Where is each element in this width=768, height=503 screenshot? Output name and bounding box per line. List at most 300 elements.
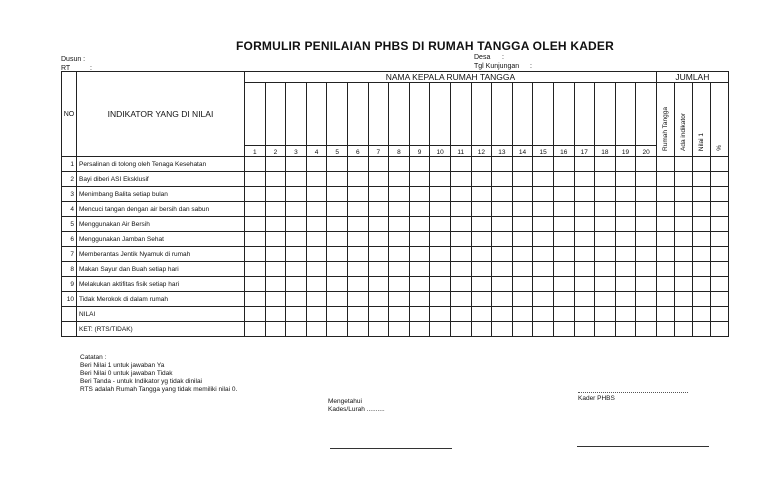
jumlah-cell[interactable]: [656, 157, 674, 172]
score-cell[interactable]: [265, 262, 286, 277]
score-cell[interactable]: [245, 322, 266, 337]
score-cell[interactable]: [286, 322, 307, 337]
score-cell[interactable]: [512, 172, 533, 187]
score-cell[interactable]: [553, 232, 574, 247]
jumlah-cell[interactable]: [710, 202, 728, 217]
score-cell[interactable]: [286, 202, 307, 217]
jumlah-cell[interactable]: [710, 247, 728, 262]
score-cell[interactable]: [409, 157, 430, 172]
score-cell[interactable]: [368, 322, 389, 337]
jumlah-cell[interactable]: [710, 187, 728, 202]
score-cell[interactable]: [512, 217, 533, 232]
jumlah-cell[interactable]: [656, 322, 674, 337]
score-cell[interactable]: [409, 202, 430, 217]
score-cell[interactable]: [636, 277, 657, 292]
score-cell[interactable]: [368, 307, 389, 322]
score-cell[interactable]: [595, 172, 616, 187]
jumlah-cell[interactable]: [656, 247, 674, 262]
score-cell[interactable]: [306, 277, 327, 292]
jumlah-cell[interactable]: [710, 172, 728, 187]
jumlah-cell[interactable]: [692, 217, 710, 232]
score-cell[interactable]: [347, 262, 368, 277]
score-cell[interactable]: [286, 217, 307, 232]
score-cell[interactable]: [430, 292, 451, 307]
jumlah-cell[interactable]: [710, 157, 728, 172]
score-cell[interactable]: [327, 262, 348, 277]
score-cell[interactable]: [533, 172, 554, 187]
score-cell[interactable]: [265, 217, 286, 232]
score-cell[interactable]: [636, 322, 657, 337]
score-cell[interactable]: [265, 292, 286, 307]
score-cell[interactable]: [265, 232, 286, 247]
score-cell[interactable]: [347, 247, 368, 262]
score-cell[interactable]: [409, 172, 430, 187]
score-cell[interactable]: [450, 172, 471, 187]
score-cell[interactable]: [492, 157, 513, 172]
score-cell[interactable]: [450, 307, 471, 322]
score-cell[interactable]: [306, 307, 327, 322]
jumlah-cell[interactable]: [674, 262, 692, 277]
score-cell[interactable]: [492, 232, 513, 247]
score-cell[interactable]: [347, 277, 368, 292]
score-cell[interactable]: [533, 292, 554, 307]
score-cell[interactable]: [327, 292, 348, 307]
jumlah-cell[interactable]: [710, 307, 728, 322]
score-cell[interactable]: [595, 262, 616, 277]
score-cell[interactable]: [389, 277, 410, 292]
score-cell[interactable]: [347, 322, 368, 337]
score-cell[interactable]: [327, 307, 348, 322]
score-cell[interactable]: [327, 202, 348, 217]
household-name-cell[interactable]: [512, 83, 533, 146]
score-cell[interactable]: [306, 262, 327, 277]
score-cell[interactable]: [512, 292, 533, 307]
score-cell[interactable]: [306, 157, 327, 172]
jumlah-cell[interactable]: [692, 277, 710, 292]
score-cell[interactable]: [389, 202, 410, 217]
score-cell[interactable]: [492, 292, 513, 307]
score-cell[interactable]: [636, 262, 657, 277]
score-cell[interactable]: [636, 217, 657, 232]
score-cell[interactable]: [615, 202, 636, 217]
score-cell[interactable]: [553, 187, 574, 202]
score-cell[interactable]: [265, 187, 286, 202]
score-cell[interactable]: [533, 322, 554, 337]
jumlah-cell[interactable]: [674, 277, 692, 292]
score-cell[interactable]: [533, 202, 554, 217]
score-cell[interactable]: [553, 277, 574, 292]
score-cell[interactable]: [389, 217, 410, 232]
score-cell[interactable]: [533, 217, 554, 232]
score-cell[interactable]: [430, 307, 451, 322]
score-cell[interactable]: [306, 322, 327, 337]
score-cell[interactable]: [409, 277, 430, 292]
score-cell[interactable]: [553, 307, 574, 322]
score-cell[interactable]: [450, 262, 471, 277]
score-cell[interactable]: [430, 157, 451, 172]
score-cell[interactable]: [595, 247, 616, 262]
score-cell[interactable]: [553, 247, 574, 262]
jumlah-cell[interactable]: [692, 202, 710, 217]
household-name-cell[interactable]: [245, 83, 266, 146]
score-cell[interactable]: [327, 322, 348, 337]
score-cell[interactable]: [327, 232, 348, 247]
score-cell[interactable]: [574, 187, 595, 202]
household-name-cell[interactable]: [553, 83, 574, 146]
household-name-cell[interactable]: [286, 83, 307, 146]
score-cell[interactable]: [636, 187, 657, 202]
score-cell[interactable]: [245, 157, 266, 172]
score-cell[interactable]: [595, 187, 616, 202]
score-cell[interactable]: [471, 157, 492, 172]
jumlah-cell[interactable]: [710, 232, 728, 247]
score-cell[interactable]: [286, 172, 307, 187]
score-cell[interactable]: [553, 322, 574, 337]
score-cell[interactable]: [471, 292, 492, 307]
household-name-cell[interactable]: [430, 83, 451, 146]
score-cell[interactable]: [574, 277, 595, 292]
score-cell[interactable]: [615, 157, 636, 172]
score-cell[interactable]: [533, 247, 554, 262]
score-cell[interactable]: [430, 277, 451, 292]
score-cell[interactable]: [368, 217, 389, 232]
score-cell[interactable]: [347, 202, 368, 217]
household-name-cell[interactable]: [615, 83, 636, 146]
score-cell[interactable]: [450, 217, 471, 232]
score-cell[interactable]: [636, 202, 657, 217]
score-cell[interactable]: [430, 202, 451, 217]
jumlah-cell[interactable]: [674, 307, 692, 322]
score-cell[interactable]: [347, 292, 368, 307]
score-cell[interactable]: [245, 232, 266, 247]
score-cell[interactable]: [595, 307, 616, 322]
score-cell[interactable]: [574, 307, 595, 322]
jumlah-cell[interactable]: [656, 187, 674, 202]
score-cell[interactable]: [471, 307, 492, 322]
score-cell[interactable]: [512, 247, 533, 262]
score-cell[interactable]: [265, 247, 286, 262]
score-cell[interactable]: [450, 157, 471, 172]
household-name-cell[interactable]: [595, 83, 616, 146]
score-cell[interactable]: [615, 292, 636, 307]
score-cell[interactable]: [595, 232, 616, 247]
score-cell[interactable]: [450, 187, 471, 202]
jumlah-cell[interactable]: [674, 172, 692, 187]
score-cell[interactable]: [430, 232, 451, 247]
score-cell[interactable]: [245, 217, 266, 232]
score-cell[interactable]: [533, 157, 554, 172]
score-cell[interactable]: [574, 322, 595, 337]
jumlah-cell[interactable]: [692, 232, 710, 247]
score-cell[interactable]: [389, 262, 410, 277]
score-cell[interactable]: [306, 202, 327, 217]
score-cell[interactable]: [615, 217, 636, 232]
score-cell[interactable]: [595, 277, 616, 292]
score-cell[interactable]: [430, 322, 451, 337]
score-cell[interactable]: [553, 262, 574, 277]
score-cell[interactable]: [245, 292, 266, 307]
score-cell[interactable]: [430, 217, 451, 232]
score-cell[interactable]: [615, 187, 636, 202]
jumlah-cell[interactable]: [692, 322, 710, 337]
score-cell[interactable]: [409, 232, 430, 247]
jumlah-cell[interactable]: [656, 277, 674, 292]
score-cell[interactable]: [533, 187, 554, 202]
score-cell[interactable]: [492, 202, 513, 217]
score-cell[interactable]: [492, 307, 513, 322]
jumlah-cell[interactable]: [692, 187, 710, 202]
score-cell[interactable]: [430, 262, 451, 277]
score-cell[interactable]: [265, 277, 286, 292]
score-cell[interactable]: [286, 157, 307, 172]
household-name-cell[interactable]: [306, 83, 327, 146]
score-cell[interactable]: [574, 232, 595, 247]
jumlah-cell[interactable]: [656, 202, 674, 217]
score-cell[interactable]: [636, 247, 657, 262]
score-cell[interactable]: [409, 292, 430, 307]
score-cell[interactable]: [306, 172, 327, 187]
score-cell[interactable]: [492, 322, 513, 337]
score-cell[interactable]: [286, 232, 307, 247]
score-cell[interactable]: [492, 187, 513, 202]
score-cell[interactable]: [347, 232, 368, 247]
score-cell[interactable]: [512, 232, 533, 247]
score-cell[interactable]: [450, 322, 471, 337]
jumlah-cell[interactable]: [656, 262, 674, 277]
jumlah-cell[interactable]: [656, 232, 674, 247]
score-cell[interactable]: [512, 262, 533, 277]
score-cell[interactable]: [471, 277, 492, 292]
jumlah-cell[interactable]: [656, 217, 674, 232]
score-cell[interactable]: [245, 247, 266, 262]
score-cell[interactable]: [409, 217, 430, 232]
score-cell[interactable]: [533, 277, 554, 292]
score-cell[interactable]: [450, 202, 471, 217]
score-cell[interactable]: [492, 277, 513, 292]
score-cell[interactable]: [389, 247, 410, 262]
score-cell[interactable]: [265, 157, 286, 172]
score-cell[interactable]: [265, 307, 286, 322]
score-cell[interactable]: [286, 262, 307, 277]
score-cell[interactable]: [430, 247, 451, 262]
score-cell[interactable]: [409, 322, 430, 337]
jumlah-cell[interactable]: [674, 187, 692, 202]
score-cell[interactable]: [265, 172, 286, 187]
score-cell[interactable]: [265, 322, 286, 337]
score-cell[interactable]: [327, 172, 348, 187]
score-cell[interactable]: [368, 202, 389, 217]
score-cell[interactable]: [574, 157, 595, 172]
score-cell[interactable]: [306, 247, 327, 262]
jumlah-cell[interactable]: [710, 262, 728, 277]
score-cell[interactable]: [327, 277, 348, 292]
score-cell[interactable]: [245, 202, 266, 217]
jumlah-cell[interactable]: [674, 157, 692, 172]
score-cell[interactable]: [533, 262, 554, 277]
household-name-cell[interactable]: [533, 83, 554, 146]
score-cell[interactable]: [389, 322, 410, 337]
score-cell[interactable]: [615, 172, 636, 187]
jumlah-cell[interactable]: [692, 292, 710, 307]
score-cell[interactable]: [245, 187, 266, 202]
score-cell[interactable]: [512, 277, 533, 292]
score-cell[interactable]: [595, 157, 616, 172]
score-cell[interactable]: [471, 217, 492, 232]
score-cell[interactable]: [636, 232, 657, 247]
score-cell[interactable]: [245, 262, 266, 277]
score-cell[interactable]: [636, 292, 657, 307]
score-cell[interactable]: [368, 247, 389, 262]
score-cell[interactable]: [389, 157, 410, 172]
score-cell[interactable]: [636, 172, 657, 187]
score-cell[interactable]: [471, 172, 492, 187]
score-cell[interactable]: [306, 187, 327, 202]
score-cell[interactable]: [409, 247, 430, 262]
score-cell[interactable]: [286, 277, 307, 292]
score-cell[interactable]: [574, 292, 595, 307]
score-cell[interactable]: [389, 172, 410, 187]
score-cell[interactable]: [471, 232, 492, 247]
score-cell[interactable]: [286, 187, 307, 202]
score-cell[interactable]: [389, 187, 410, 202]
score-cell[interactable]: [265, 202, 286, 217]
jumlah-cell[interactable]: [710, 277, 728, 292]
score-cell[interactable]: [327, 157, 348, 172]
score-cell[interactable]: [245, 307, 266, 322]
score-cell[interactable]: [409, 307, 430, 322]
score-cell[interactable]: [615, 262, 636, 277]
jumlah-cell[interactable]: [710, 322, 728, 337]
score-cell[interactable]: [368, 172, 389, 187]
household-name-cell[interactable]: [574, 83, 595, 146]
jumlah-cell[interactable]: [674, 247, 692, 262]
jumlah-cell[interactable]: [656, 172, 674, 187]
score-cell[interactable]: [368, 262, 389, 277]
score-cell[interactable]: [615, 277, 636, 292]
score-cell[interactable]: [471, 202, 492, 217]
score-cell[interactable]: [327, 187, 348, 202]
score-cell[interactable]: [409, 262, 430, 277]
score-cell[interactable]: [306, 292, 327, 307]
score-cell[interactable]: [512, 202, 533, 217]
household-name-cell[interactable]: [389, 83, 410, 146]
household-name-cell[interactable]: [471, 83, 492, 146]
score-cell[interactable]: [471, 322, 492, 337]
score-cell[interactable]: [368, 277, 389, 292]
household-name-cell[interactable]: [265, 83, 286, 146]
score-cell[interactable]: [430, 187, 451, 202]
score-cell[interactable]: [512, 157, 533, 172]
score-cell[interactable]: [636, 307, 657, 322]
score-cell[interactable]: [492, 262, 513, 277]
score-cell[interactable]: [347, 172, 368, 187]
score-cell[interactable]: [347, 157, 368, 172]
score-cell[interactable]: [368, 187, 389, 202]
jumlah-cell[interactable]: [656, 307, 674, 322]
score-cell[interactable]: [615, 307, 636, 322]
score-cell[interactable]: [553, 292, 574, 307]
score-cell[interactable]: [574, 202, 595, 217]
score-cell[interactable]: [615, 232, 636, 247]
score-cell[interactable]: [595, 322, 616, 337]
score-cell[interactable]: [450, 247, 471, 262]
score-cell[interactable]: [389, 292, 410, 307]
score-cell[interactable]: [450, 277, 471, 292]
score-cell[interactable]: [595, 217, 616, 232]
score-cell[interactable]: [574, 217, 595, 232]
score-cell[interactable]: [595, 202, 616, 217]
score-cell[interactable]: [286, 307, 307, 322]
score-cell[interactable]: [471, 262, 492, 277]
score-cell[interactable]: [327, 217, 348, 232]
jumlah-cell[interactable]: [692, 247, 710, 262]
jumlah-cell[interactable]: [656, 292, 674, 307]
jumlah-cell[interactable]: [692, 307, 710, 322]
score-cell[interactable]: [492, 172, 513, 187]
score-cell[interactable]: [471, 187, 492, 202]
score-cell[interactable]: [553, 217, 574, 232]
score-cell[interactable]: [368, 232, 389, 247]
jumlah-cell[interactable]: [710, 292, 728, 307]
score-cell[interactable]: [553, 202, 574, 217]
jumlah-cell[interactable]: [674, 217, 692, 232]
score-cell[interactable]: [430, 172, 451, 187]
score-cell[interactable]: [492, 247, 513, 262]
household-name-cell[interactable]: [409, 83, 430, 146]
score-cell[interactable]: [450, 232, 471, 247]
score-cell[interactable]: [409, 187, 430, 202]
household-name-cell[interactable]: [450, 83, 471, 146]
score-cell[interactable]: [450, 292, 471, 307]
jumlah-cell[interactable]: [710, 217, 728, 232]
score-cell[interactable]: [347, 217, 368, 232]
score-cell[interactable]: [615, 247, 636, 262]
score-cell[interactable]: [574, 247, 595, 262]
score-cell[interactable]: [492, 217, 513, 232]
score-cell[interactable]: [286, 292, 307, 307]
score-cell[interactable]: [389, 307, 410, 322]
score-cell[interactable]: [636, 157, 657, 172]
household-name-cell[interactable]: [347, 83, 368, 146]
score-cell[interactable]: [512, 187, 533, 202]
score-cell[interactable]: [574, 262, 595, 277]
household-name-cell[interactable]: [327, 83, 348, 146]
jumlah-cell[interactable]: [692, 157, 710, 172]
score-cell[interactable]: [368, 157, 389, 172]
score-cell[interactable]: [512, 307, 533, 322]
score-cell[interactable]: [553, 157, 574, 172]
jumlah-cell[interactable]: [692, 262, 710, 277]
score-cell[interactable]: [512, 322, 533, 337]
jumlah-cell[interactable]: [674, 232, 692, 247]
score-cell[interactable]: [347, 187, 368, 202]
score-cell[interactable]: [533, 232, 554, 247]
jumlah-cell[interactable]: [674, 202, 692, 217]
score-cell[interactable]: [306, 232, 327, 247]
jumlah-cell[interactable]: [674, 322, 692, 337]
score-cell[interactable]: [471, 247, 492, 262]
score-cell[interactable]: [533, 307, 554, 322]
jumlah-cell[interactable]: [674, 292, 692, 307]
score-cell[interactable]: [595, 292, 616, 307]
score-cell[interactable]: [553, 172, 574, 187]
score-cell[interactable]: [389, 232, 410, 247]
score-cell[interactable]: [245, 277, 266, 292]
score-cell[interactable]: [574, 172, 595, 187]
score-cell[interactable]: [306, 217, 327, 232]
household-name-cell[interactable]: [492, 83, 513, 146]
jumlah-cell[interactable]: [692, 172, 710, 187]
